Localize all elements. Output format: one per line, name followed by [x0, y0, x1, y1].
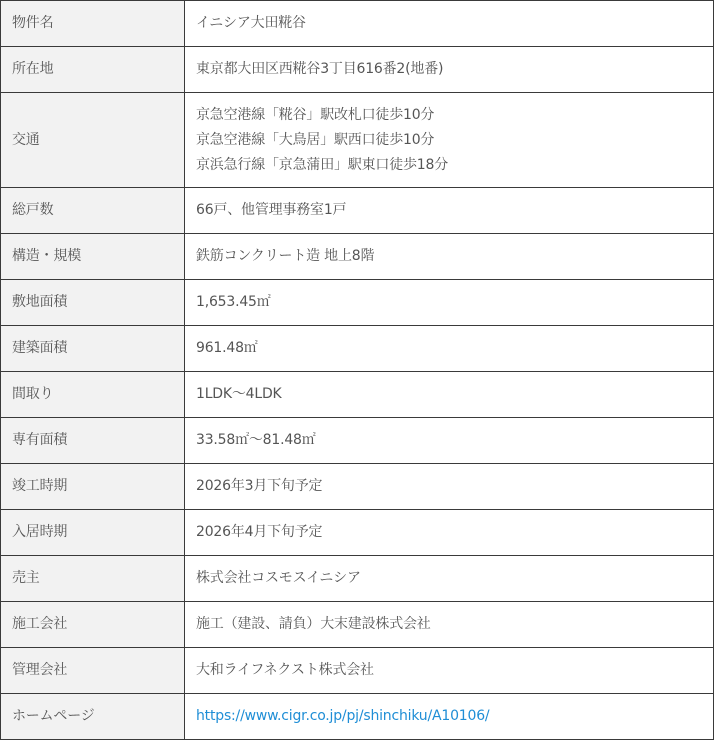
total-units-value: 66戸、他管理事務室1戸 — [185, 188, 714, 234]
floor-plan-value: 1LDK～4LDK — [185, 372, 714, 418]
move-in-value: 2026年4月下旬予定 — [185, 510, 714, 556]
row-exclusive-area — [1, 418, 714, 464]
exclusive-area-label: 専有面積 — [1, 418, 185, 464]
site-area-label: 敷地面積 — [1, 280, 185, 326]
access-label: 交通 — [1, 93, 185, 188]
contractor-label: 施工会社 — [1, 602, 185, 648]
location-label: 所在地 — [1, 47, 185, 93]
row-seller — [1, 556, 714, 602]
access-line: 京浜急行線「京急蒲田」駅東口徒歩18分 — [196, 156, 449, 173]
management-value: 大和ライフネクスト株式会社 — [185, 648, 714, 694]
exclusive-area-value: 33.58㎡～81.48㎡ — [185, 418, 714, 464]
structure-label: 構造・規模 — [1, 234, 185, 280]
row-floor-plan — [1, 372, 714, 418]
total-units-label: 総戸数 — [1, 188, 185, 234]
access-value — [185, 93, 714, 188]
building-area-label: 建築面積 — [1, 326, 185, 372]
completion-label: 竣工時期 — [1, 464, 185, 510]
structure-value: 鉄筋コンクリート造 地上8階 — [185, 234, 714, 280]
floor-plan-label: 間取り — [1, 372, 185, 418]
row-site-area — [1, 280, 714, 326]
row-building-area — [1, 326, 714, 372]
row-structure — [1, 234, 714, 280]
contractor-value: 施工（建設、請負）大末建設株式会社 — [185, 602, 714, 648]
building-area-value: 961.48㎡ — [185, 326, 714, 372]
row-total-units — [1, 188, 714, 234]
access-line: 京急空港線「糀谷」駅改札口徒歩10分 — [196, 106, 435, 123]
row-access — [1, 93, 714, 188]
completion-value: 2026年3月下旬予定 — [185, 464, 714, 510]
property-name-value: イニシア大田糀谷 — [185, 1, 714, 47]
row-completion — [1, 464, 714, 510]
seller-value: 株式会社コスモスイニシア — [185, 556, 714, 602]
row-property-name — [1, 1, 714, 47]
seller-label: 売主 — [1, 556, 185, 602]
row-homepage — [1, 694, 714, 740]
row-location — [1, 47, 714, 93]
homepage-value — [185, 694, 714, 740]
location-value: 東京都大田区西糀谷3丁目616番2(地番) — [185, 47, 714, 93]
move-in-label: 入居時期 — [1, 510, 185, 556]
homepage-link[interactable]: https://www.cigr.co.jp/pj/shinchiku/A10106/ — [196, 708, 490, 724]
row-move-in — [1, 510, 714, 556]
site-area-value: 1,653.45㎡ — [185, 280, 714, 326]
access-line: 京急空港線「大鳥居」駅西口徒歩10分 — [196, 131, 435, 148]
row-management — [1, 648, 714, 694]
row-contractor — [1, 602, 714, 648]
property-name-label: 物件名 — [1, 1, 185, 47]
homepage-label: ホームページ — [1, 694, 185, 740]
management-label: 管理会社 — [1, 648, 185, 694]
